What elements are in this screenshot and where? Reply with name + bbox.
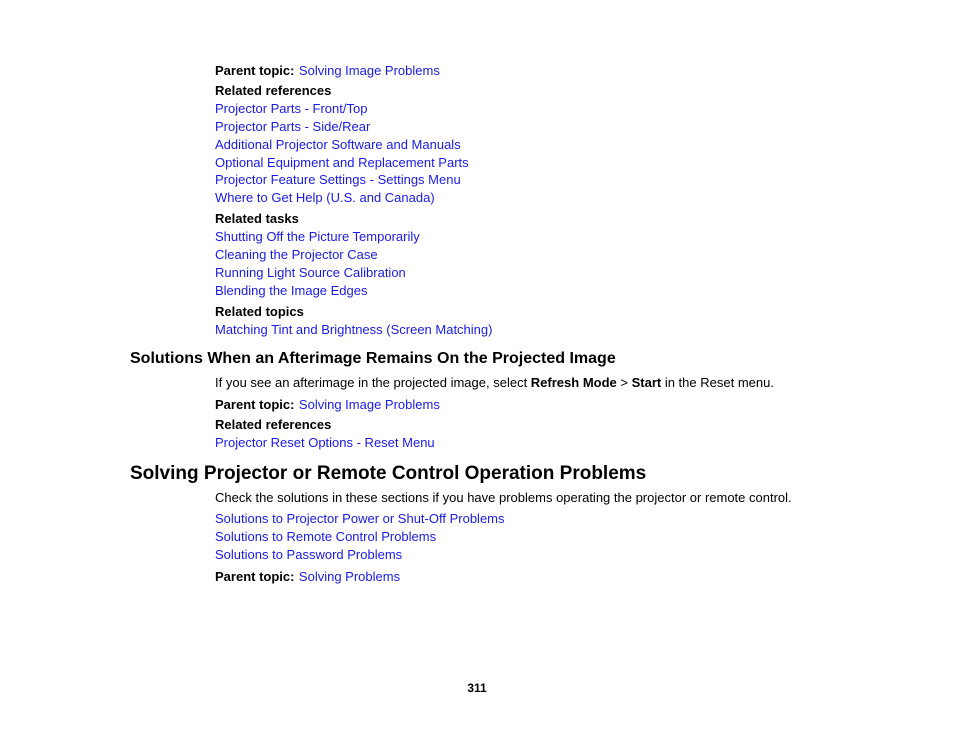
parent-topic-line — [215, 396, 440, 414]
page-number: 311 — [467, 681, 487, 695]
related-reference-link[interactable]: Projector Parts - Front/Top — [215, 101, 368, 116]
operation-section-heading: Solving Projector or Remote Control Operation Problems — [130, 463, 647, 484]
solution-link[interactable]: Solutions to Projector Power or Shut-Off Problems — [215, 511, 505, 526]
parent-topic-link[interactable]: Solving Problems — [298, 569, 401, 584]
operation-section-body: Check the solutions in these sections if you have problems operating the projector or remote control. — [215, 490, 792, 505]
related-reference-link[interactable]: Projector Feature Settings - Settings Menu — [215, 172, 461, 187]
refresh-mode-option: Refresh Mode — [530, 375, 617, 390]
solution-link[interactable]: Solutions to Remote Control Problems — [215, 529, 437, 544]
related-topics-heading: Related topics — [215, 304, 304, 319]
parent-topic-line — [215, 568, 400, 586]
related-task-link[interactable]: Cleaning the Projector Case — [215, 247, 378, 262]
related-task-link[interactable]: Blending the Image Edges — [215, 283, 368, 298]
solution-link[interactable]: Solutions to Password Problems — [215, 547, 403, 562]
parent-topic-label: Parent topic: — [215, 397, 295, 412]
related-task-link[interactable]: Shutting Off the Picture Temporarily — [215, 229, 420, 244]
parent-topic-label: Parent topic: — [215, 63, 295, 78]
parent-topic-link[interactable]: Solving Image Problems — [298, 63, 440, 78]
related-topic-link[interactable]: Matching Tint and Brightness (Screen Matching) — [215, 322, 493, 337]
related-task-link[interactable]: Running Light Source Calibration — [215, 265, 406, 280]
parent-topic-label: Parent topic: — [215, 569, 295, 584]
related-references-heading: Related references — [215, 417, 332, 432]
instruction-text: If you see an afterimage in the projected image, select — [215, 375, 531, 390]
menu-separator: > — [616, 375, 632, 390]
related-reference-link[interactable]: Additional Projector Software and Manuals — [215, 137, 461, 152]
afterimage-instructions — [215, 375, 774, 391]
related-reference-link[interactable]: Where to Get Help (U.S. and Canada) — [215, 190, 435, 205]
related-reference-link[interactable]: Optional Equipment and Replacement Parts — [215, 155, 469, 170]
instruction-text-end: in the Reset menu. — [661, 375, 774, 390]
afterimage-section-heading: Solutions When an Afterimage Remains On the Projected Image — [130, 350, 616, 367]
related-reference-link[interactable]: Projector Parts - Side/Rear — [215, 119, 371, 134]
related-tasks-heading: Related tasks — [215, 211, 299, 226]
parent-topic-link[interactable]: Solving Image Problems — [298, 397, 440, 412]
related-reference-link[interactable]: Projector Reset Options - Reset Menu — [215, 435, 435, 450]
parent-topic-line — [215, 62, 440, 80]
start-option: Start — [631, 375, 662, 390]
related-references-heading: Related references — [215, 83, 332, 98]
